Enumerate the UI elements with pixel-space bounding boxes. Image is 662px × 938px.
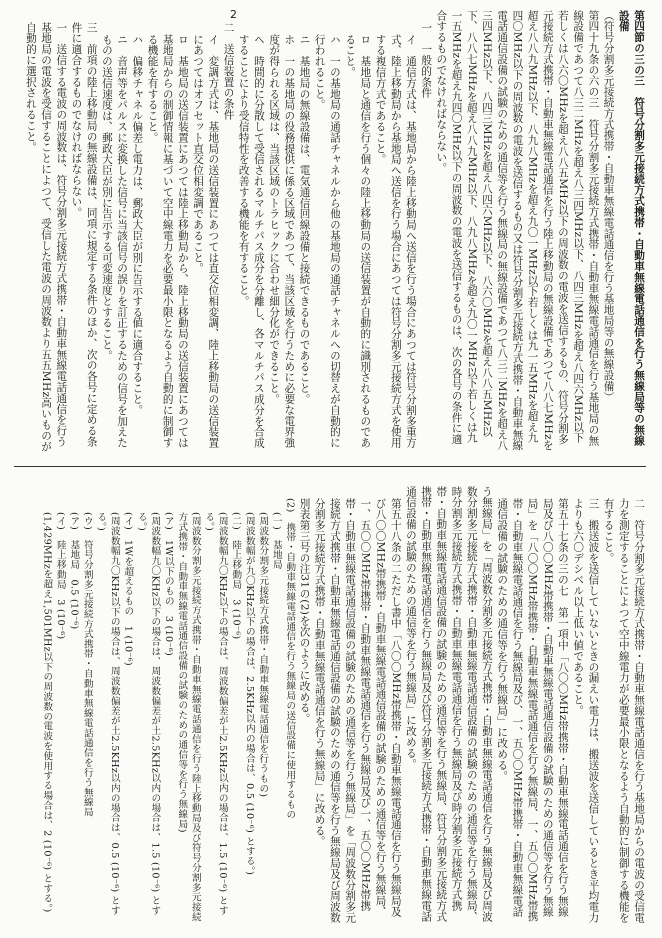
table-row: (ウ) 符号分割多元接続方式携帯・自動車無線電話通信を行う無線局 <box>81 512 93 818</box>
condition-item: ロ 基地局の送信装置にあつては陸上移動局から、陸上移動局の送信装置にあつては基地局からの制御情報に基づいて空中線電力を必要最小限となるよう自動的に制御する機能を有すること。 <box>146 34 189 449</box>
table-row: (周波数幅が九〇KHz以下の場合は、2.5KHz以内の場合は、0.5 (10⁻⁶) とする。) <box>243 512 255 876</box>
paragraph-two: 三 前項の陸上移動局の無線設備は、同項に規定する条件のほか、次の各号に定める条件に適合するものでなければならない。 <box>70 22 98 448</box>
bottom-text-block <box>14 486 646 926</box>
table-row: (1,429MHzを超え1,501MHz以下の周波数の電波を使用する場合は、2 (10⁻⁶) とする。) <box>41 512 53 913</box>
condition-heading: 一 一般的条件 <box>420 22 433 99</box>
condition-item: イ 通信方式は、基地局から陸上移動局へ送信を行う場合にあつては符号分割多重方式、陸上移動局から基地局へ送信を行う場合にあつては符号分割多元接続方式を使用する複信方式であること。 <box>374 34 417 449</box>
condition-item: ニ 音声等をパルスに変換した信号に当該信号の誤りを訂正するための信号を加えたものの送信速度は、郵政大臣が別に告示する可変速度とすること。 <box>100 34 129 449</box>
table-row: (周波数分割多元接続方式携帯・自動車無線電話通信を行う陸上移動局及び符号分割多元接続方式携帯・自動車無線電話通信設備の試験のための通信等を行う無線局) <box>176 512 201 922</box>
condition-item: ハ 偏移チャネル偏差し電力は、郵政大臣が別に告示する値に適合すること。 <box>131 34 144 416</box>
annex-heading: 別表第三号の注31の(2)を次のように改める。 <box>298 498 311 725</box>
band-divider <box>14 466 646 467</box>
table-row: (ア) 基地局 0.5 (10⁻⁶) <box>68 512 80 630</box>
article-paragraph: 第五十八条の二ただし書中「八〇〇MHz帯携帯・自動車無線電話通信を行う無線局及び八〇〇MHz帯携帯・自動車無線電話通信設備の試験のための通信等を行う無線局、一、五〇〇MHz帯携帯・自動車無線電話通信を行う無線局及び一、五〇〇MHz帯携帯・自動車無線電話通信設備の試験のための通信等を行う無線局」を「周波数分割多元接続方式携帯・自動車無線電話通信設備の試験のための通信等を行う無線局及び周波数分割多元接続方式携帯・自動車無線電話通信を行う無線局」に改める。 <box>313 498 402 924</box>
page-number: 2 <box>230 8 237 21</box>
table-row: (周波数分割多元接続方式携帯・自動車無線電話通信を行うもの) <box>257 512 269 798</box>
condition-item: ヘ 時間的に分散して受信されるマルチパス成分を分離し、各マルチパス成分を合成することにより受信特性を改善する機能を有すること。 <box>237 34 265 449</box>
table-row: (一) 基地局 <box>270 512 282 570</box>
article-paragraph: う無線局」を「周波数分割多元接続方式携帯・自動車無線電話通信を行う無線局及び周波数分割多元接続方式携帯・自動車無線電話通信設備の試験のための通信等を行う無線局、時分割多元接続方式携帯・自動車無線電話通信を行う無線局及び時分割多元接続方式携帯・自動車無線電話通信設備の試験のための通信等を行う無線局、符号分割多元接続方式携帯・自動車無線電話通信を行う無線局及び符号分割多元接続方式携帯・自動車無線電話通信設備の試験のための通信等を行う無線局」に改める。 <box>404 486 493 922</box>
table-row: (周波数幅九〇KHz以下の場合は、周波数偏差が土2.5KHz以内の場合は、1.5 (10⁻⁶) とする。) <box>203 512 228 916</box>
table-row: (イ) 1Wを超えるもの 1 (10⁻⁶) <box>122 512 134 666</box>
condition-item: 一 送信する電波の周波数は、符号分割多元接続方式携帯・自動車無線電話通信を行う基地局の電波を受信することによつて、受信した電波の周波数より五五MHz高いものが自動的に選択されること。 <box>24 22 68 452</box>
condition-item: ロ 基地局と通信を行う個々の陸上移動局の送信装置が自動的に識別されるものであること。 <box>344 34 372 449</box>
table-row: (イ) 陸上移動局 3 (10⁻⁶) <box>54 512 66 640</box>
table-row: (周波数幅九〇KHz以下の場合は、周波数偏差が土2.5KHz以内の場合は、1.5 (10⁻⁶) とする。) <box>135 512 161 916</box>
condition-item: イ 変調方式は、基地局の送信装置にあつては直交位相変調、陸上移動局の送信装置にあつてはオフセット直交位相変調であること。 <box>192 34 220 449</box>
table-row: (二) 陸上移動局 3 (10⁻⁶) <box>230 512 242 640</box>
table-row: (2) 携帯・自動車無線電話通信を行う無線局の送信設備に使用するもの <box>284 498 296 820</box>
condition-item: ニ 基地局の無線設備は、電気通信回線設備と接続できるものであること。 <box>298 34 311 405</box>
condition-item: 三 搬送波を送信していないときの漏えい電力は、搬送波を送信しているとき平均電力よりも六〇デシベル以上低い値であること。 <box>572 498 600 924</box>
top-text-block <box>14 10 646 454</box>
condition-heading: 二 送信装置の条件 <box>222 22 235 121</box>
tolerance-table <box>40 486 297 926</box>
article-paragraph: 第五十七条の三の七 第一項中「八〇〇MHz帯携帯・自動車無線電話通信を行う無線局及び八〇〇MHz帯携帯・自動車無線電話通信設備の試験のための通信等を行う無線局」を「八〇〇MHz帯携帯・自動車無線電話通信を行う無線局、一、五〇〇MHz帯携帯・自動車無線電話通信を行う無線局及び、一、五〇〇MHz帯携帯・自動車無線電話通信設備の試験のための通信等を行う無線局」に改める。 <box>496 498 569 922</box>
section-heading: 第四節の三の三 符号分割多元接続方式携帯・自動車無線電話通信を行う無線局等の無線設備 <box>617 10 645 446</box>
condition-item: 二 符号分割多元接続方式携帯・自動車無線電話通信を行う基地局からの電波の受信電力を測定することによつて空中線電力が必要最小限となるよう自動的に制御する機能を有すること。 <box>602 498 645 924</box>
table-row: (ア) 1W以下のもの 3 (10⁻⁶) <box>162 512 174 657</box>
table-row: (周波数幅九〇KHz以下の場合は、周波数偏差が土2.5KHz以内の場合は、0.5 (10⁻⁶) とする。) <box>95 512 120 916</box>
condition-item: ハ 一の基地局の通話チャネルから他の基地局の通話チャネルへの切替えが自動的に行われること。 <box>313 34 341 449</box>
article-paragraph: 第四十九条の六の三 符号分割多元接続方式携帯・自動車無線電話通信を行う基地局の無線設備であつて八三二MHzを超え八三四MHz以下、八四三MHzを超え八四六MHz以下若しくは八六〇MHzを超え八八五MHz以下の周波数の電波を送信するもの、符号分割多元接続方式携帯・自動車無線電話通信を行う陸上移動局の無線設備であつて八八七MHzを超え八八九MHz以下、八九八MHzを超え九〇一MHz以下若しくは九一五MHzを超え九四〇MHz以下の周波数の電波を送信するもの又は符号分割多元接続方式携帯・自動車無線電話通信設備の試験のための通信等を行う無線局の無線設備であつて八三二MHzを超え八三四MHz以下、八四三MHzを超え八四六MHz以下、八六〇MHzを超え八八五MHz以下、八八七MHzを超え八八九MHz以下、八九八MHzを超え九〇一MHz以下若しくは九一五MHzを超え九四〇MHz以下の周波数の電波を送信するものは、次の各号の条件に適合するものでなければならない。 <box>435 10 600 451</box>
condition-item: ホ 一の基地局の役務提供に係る区域であつて、当該区域を行うために必要な電界強度が得られる区域は、当該区域のトラヒックに合わせ細分化ができること。 <box>268 34 296 449</box>
article-title: （符号分割多元接続方式携帯・自動車無線電話通信を行う基地局等の無線設備） <box>602 10 615 403</box>
